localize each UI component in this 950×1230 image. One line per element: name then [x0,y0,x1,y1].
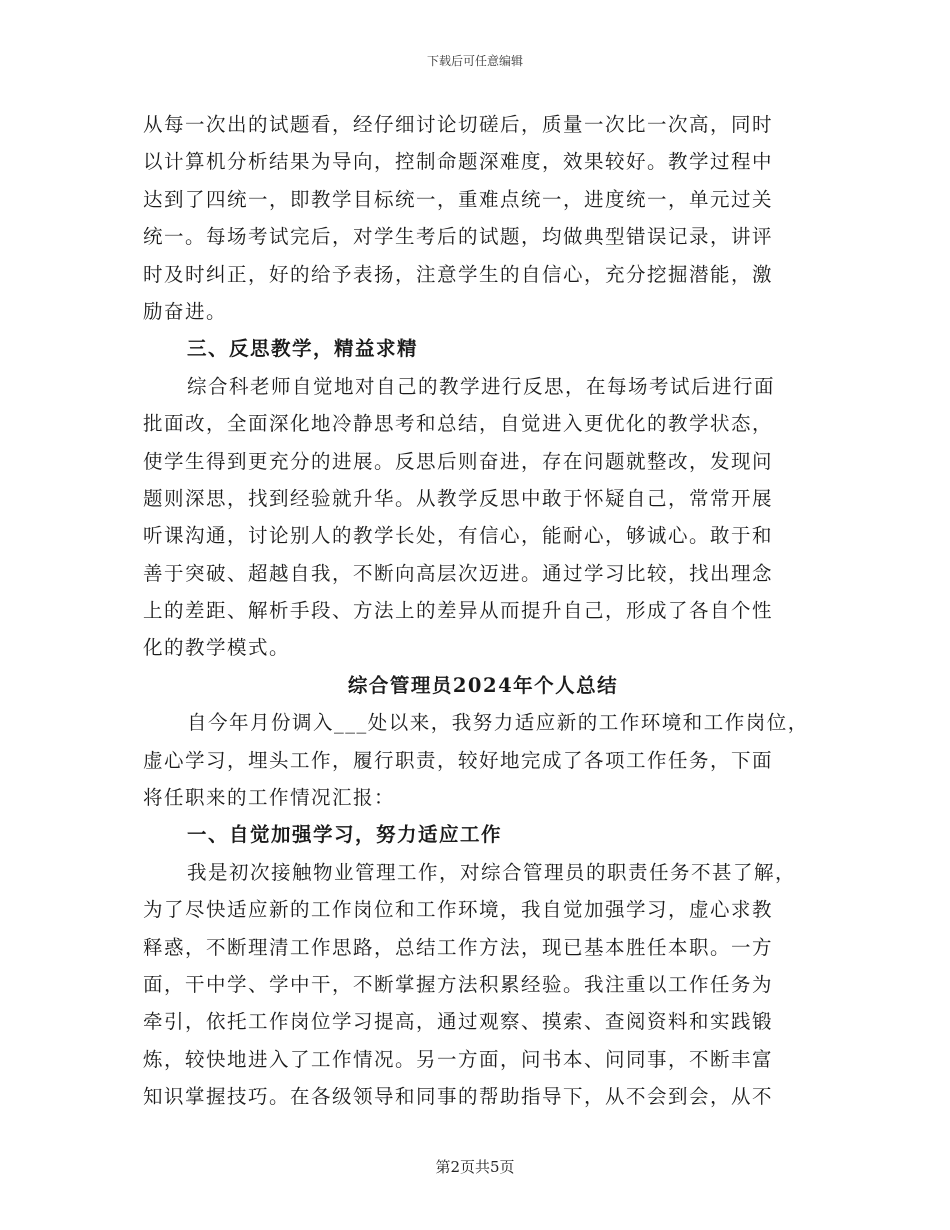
page-header: 下载后可任意编辑 [426,54,523,68]
paragraph-line: 炼，较快地进入了工作情况。另一方面，问书本、问同事，不断丰富 [143,1047,774,1071]
paragraph-line: 题则深思，找到经验就升华。从教学反思中敢于怀疑自己，常常开展 [143,486,774,510]
paragraph-line: 统一。每场考试完后，对学生考后的试题，均做典型错误记录，讲评 [143,225,774,249]
paragraph-line: 励奋进。 [143,299,228,323]
paragraph-line: 我是初次接触物业管理工作，对综合管理员的职责任务不甚了解， [187,860,797,884]
paragraph-line: 时及时纠正，好的给予表扬，注意学生的自信心，充分挖掘潜能，激 [143,262,774,286]
paragraph-line: 自今年月份调入___处以来，我努力适应新的工作环境和工作岗位， [187,711,809,735]
paragraph-line: 使学生得到更充分的进展。反思后则奋进，存在问题就整改，发现问 [143,449,774,473]
section-heading: 三、反思教学，精益求精 [187,337,419,361]
paragraph-line: 达到了四统一，即教学目标统一，重难点统一，进度统一，单元过关 [143,187,774,211]
paragraph-line: 从每一次出的试题看，经仔细讨论切磋后，质量一次比一次高，同时 [143,113,774,136]
paragraph-line: 综合科老师自觉地对自己的教学进行反思，在每场考试后进行面 [187,374,776,398]
paragraph-line: 批面改，全面深化地冷静思考和总结，自觉进入更优化的教学状态， [143,412,774,436]
paragraph-line: 释惑，不断理清工作思路，总结工作方法，现已基本胜任本职。一方 [143,935,774,959]
paragraph-line: 将任职来的工作情况汇报： [143,786,396,810]
section-heading: 一、自觉加强学习，努力适应工作 [187,823,503,847]
paragraph-line: 虚心学习，埋头工作，履行职责，较好地完成了各项工作任务，下面 [143,748,774,772]
document-body [143,106,823,1116]
paragraph-line: 牵引，依托工作岗位学习提高，通过观察、摸索、查阅资料和实践锻 [143,1010,774,1034]
document-title: 综合管理员2024年个人总结 [347,673,619,697]
paragraph-line: 为了尽快适应新的工作岗位和工作环境，我自觉加强学习，虚心求教 [143,898,774,922]
page-footer: 第2页共5页 [435,1158,515,1176]
paragraph-line: 化的教学模式。 [143,636,291,660]
paragraph-line: 听课沟通，讨论别人的教学长处，有信心，能耐心，够诚心。敢于和 [143,524,774,548]
paragraph-line: 上的差距、解析手段、方法上的差异从而提升自己，形成了各自个性 [143,599,774,623]
paragraph-line: 面，干中学、学中干，不断掌握方法积累经验。我注重以工作任务为 [143,972,774,996]
paragraph-line: 知识掌握技巧。在各级领导和同事的帮助指导下，从不会到会，从不 [143,1085,774,1109]
paragraph-line: 善于突破、超越自我，不断向高层次迈进。通过学习比较，找出理念 [143,561,774,585]
paragraph-line: 以计算机分析结果为导向，控制命题深难度，效果较好。教学过程中 [143,150,774,174]
